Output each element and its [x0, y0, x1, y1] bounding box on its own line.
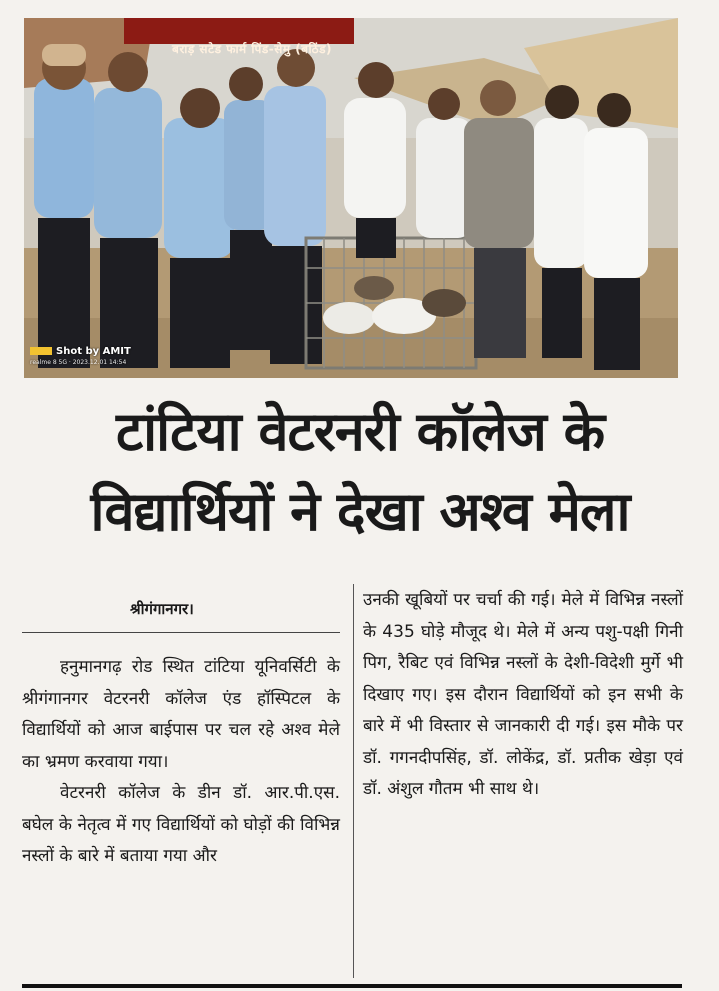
dateline: श्रीगंगानगर।: [130, 600, 194, 618]
article-column-right: [363, 585, 683, 806]
watermark-credit: Shot by AMIT: [30, 346, 131, 357]
group-photo-illustration: [24, 18, 678, 378]
headline-line-2: विद्यार्थियों ने देखा अश्व मेला: [90, 480, 630, 543]
article-column-left: [22, 652, 340, 873]
column-divider: [353, 584, 354, 978]
paragraph-1: हनुमानगढ़ रोड स्थित टांटिया यूनिवर्सिटी के श्रीगंगानगर वेटरनरी कॉलेज एंड हॉस्पिटल के विद्यार्थियों को आज बाईपास पर चल रहे अश्व मेले का भ्रमण करवाया गया।: [22, 657, 340, 772]
watermark-meta: realme 8 5G · 2023.12.01 14:54: [30, 359, 127, 366]
headline-line-1: टांटिया वेटरनरी कॉलेज के: [115, 400, 605, 463]
page-bottom-rule: [22, 984, 682, 988]
banner-sign-text: बराड़ सटेड फार्म पिंड-सेमु (बठिंड): [171, 42, 333, 56]
camera-watermark: [30, 346, 131, 366]
paragraph-3: उनकी खूबियों पर चर्चा की गई। मेले में विभिन्न नस्लों के 435 घोड़े मौजूद थे। मेले में अन्य पशु-पक्षी गिनी पिग, रैबिट एवं विभिन्न नस्लों के देशी-विदेशी मुर्गे भी दिखाए गए। इस दौरान विद्यार्थियों को इन सभी के बारे में भी विस्तार से जानकारी दी गई। इस मौके पर डॉ. गगनदीपसिंह, डॉ. लोकेंद्र, डॉ. प्रतीक खेड़ा एवं डॉ. अंशुल गौतम भी साथ थे।: [363, 590, 683, 799]
news-photo: [24, 18, 678, 378]
paragraph-2: वेटरनरी कॉलेज के डीन डॉ. आर.पी.एस. बघेल के नेतृत्व में गए विद्यार्थियों को घोड़ों की विभिन्न नस्लों के बारे में बताया गया और: [22, 783, 340, 866]
dateline-rule: [22, 632, 340, 633]
camera-logo-icon: [30, 347, 52, 355]
article-headline: [20, 392, 700, 552]
